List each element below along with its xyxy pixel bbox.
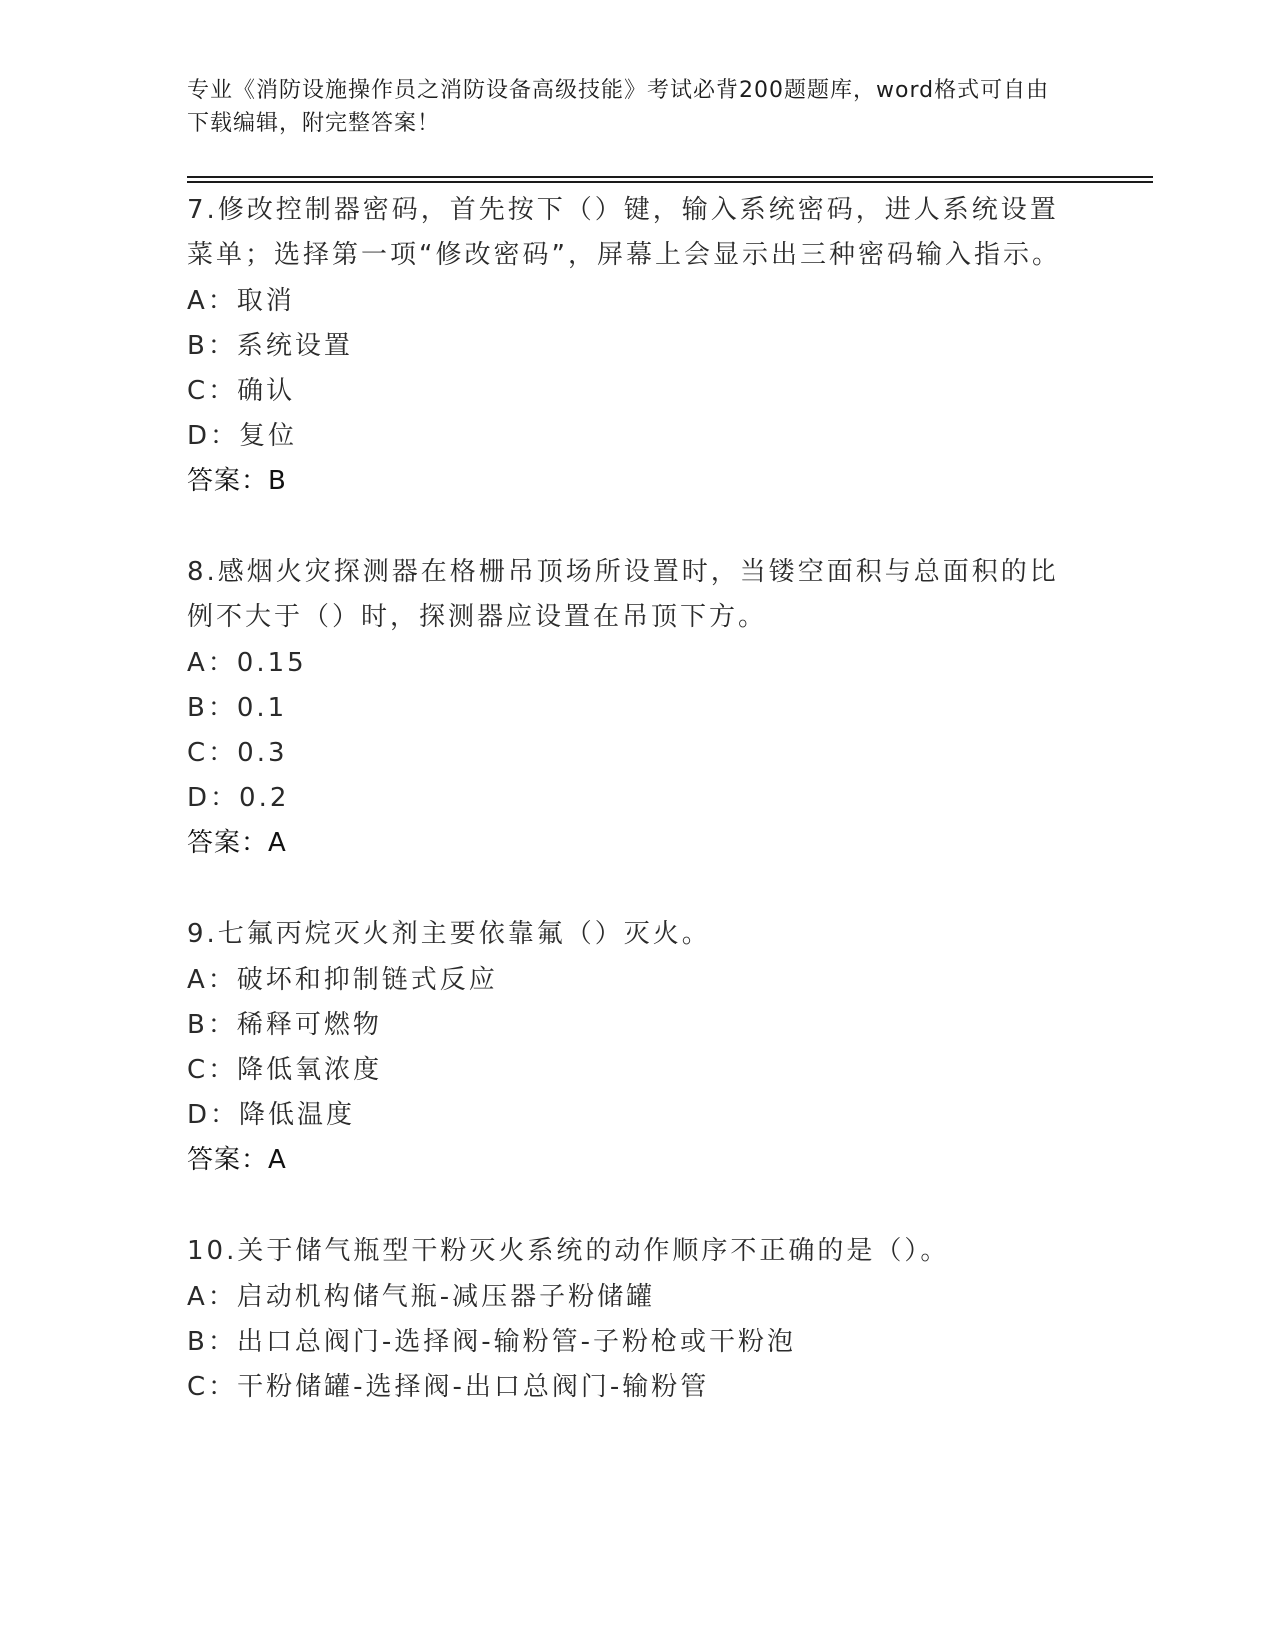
option-text: 出口总阀门-选择阀-输粉管-子粉枪或干粉泡 xyxy=(236,1327,796,1357)
option-text: 降低温度 xyxy=(239,1100,356,1130)
question-spacer xyxy=(187,504,1077,550)
option-b xyxy=(187,1003,1077,1048)
option-text: 降低氧浓度 xyxy=(237,1055,383,1085)
option-letter: B： xyxy=(187,331,237,361)
answer-line: 答案：A xyxy=(187,1145,287,1175)
option-c xyxy=(187,369,1077,414)
question-stem: 7.修改控制器密码，首先按下（）键，输入系统密码，进人系统设置菜单；选择第一项“修改密码”，屏幕上会显示出三种密码输入指示。 xyxy=(187,195,1061,270)
option-d xyxy=(187,1093,1077,1138)
question-stem: 8.感烟火灾探测器在格栅吊顶场所设置时，当镂空面积与总面积的比例不大于（）时，探测器应设置在吊顶下方。 xyxy=(187,557,1059,632)
option-text: 复位 xyxy=(239,421,298,451)
option-c xyxy=(187,731,1077,776)
question-8 xyxy=(187,550,1077,866)
option-letter: A： xyxy=(187,1282,237,1312)
option-text: 0.1 xyxy=(236,693,288,723)
option-a xyxy=(187,279,1077,324)
option-b xyxy=(187,1320,1077,1365)
option-d xyxy=(187,776,1077,821)
option-letter: B： xyxy=(187,1010,237,1040)
question-10 xyxy=(187,1229,1077,1410)
option-b xyxy=(187,686,1077,731)
option-c xyxy=(187,1048,1077,1093)
question-9 xyxy=(187,912,1077,1183)
option-text: 破坏和抑制链式反应 xyxy=(236,965,498,995)
option-text: 取消 xyxy=(236,286,295,316)
option-b xyxy=(187,324,1077,369)
option-letter: A： xyxy=(187,965,237,995)
header-divider-bottom xyxy=(187,181,1153,183)
option-d xyxy=(187,414,1077,459)
question-spacer xyxy=(187,866,1077,912)
option-letter: C： xyxy=(187,738,238,768)
option-text: 0.3 xyxy=(237,738,288,768)
option-letter: D： xyxy=(187,1100,240,1130)
question-list xyxy=(187,188,1077,1410)
question-stem: 9.七氟丙烷灭火剂主要依靠氟（）灭火。 xyxy=(187,919,711,949)
option-c xyxy=(187,1365,1077,1410)
option-letter: C： xyxy=(187,1055,238,1085)
document-header: 专业《消防设施操作员之消防设备高级技能》考试必背200题题库，word格式可自由下载编辑，附完整答案！ xyxy=(187,78,1050,136)
option-letter: A： xyxy=(187,648,237,678)
option-letter: C： xyxy=(187,1372,238,1402)
answer-line: 答案：B xyxy=(187,466,287,496)
option-letter: B： xyxy=(187,1327,237,1357)
question-7 xyxy=(187,188,1077,504)
option-text: 干粉储罐-选择阀-出口总阀门-输粉管 xyxy=(237,1372,710,1402)
option-text: 稀释可燃物 xyxy=(236,1010,382,1040)
option-a xyxy=(187,641,1077,686)
answer-line: 答案：A xyxy=(187,828,287,858)
option-letter: B： xyxy=(187,693,237,723)
option-letter: D： xyxy=(187,783,240,813)
option-a xyxy=(187,1275,1077,1320)
question-spacer xyxy=(187,1183,1077,1229)
option-text: 0.2 xyxy=(239,783,290,813)
option-text: 确认 xyxy=(237,376,296,406)
option-letter: D： xyxy=(187,421,240,451)
question-stem: 10.关于储气瓶型干粉灭火系统的动作顺序不正确的是（）。 xyxy=(187,1236,950,1266)
option-letter: C： xyxy=(187,376,238,406)
option-letter: A： xyxy=(187,286,237,316)
header-divider-top xyxy=(187,176,1153,178)
option-a xyxy=(187,958,1077,1003)
option-text: 0.15 xyxy=(236,648,307,678)
option-text: 启动机构储气瓶-减压器子粉储罐 xyxy=(236,1282,656,1312)
option-text: 系统设置 xyxy=(236,331,353,361)
